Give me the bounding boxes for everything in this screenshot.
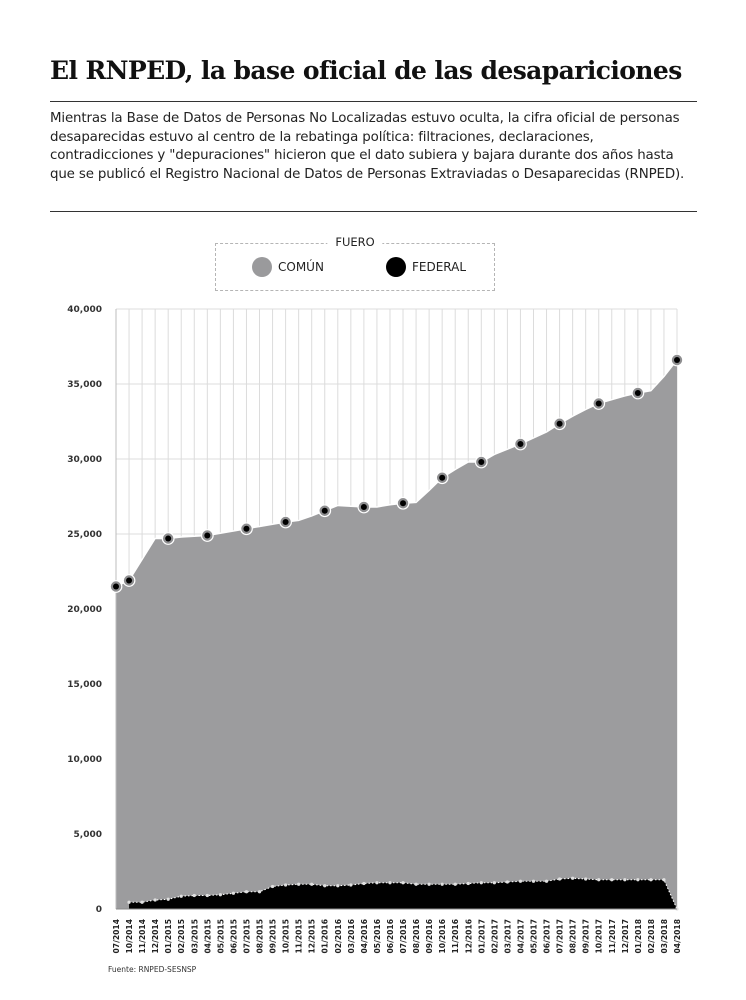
x-tick-label: 05/2016: [372, 919, 382, 954]
legend-title: FUERO: [327, 235, 382, 249]
x-tick-label: 09/2016: [425, 919, 435, 954]
data-point-federal: [154, 898, 157, 901]
data-point-comun-core: [126, 578, 132, 584]
data-point-federal: [636, 878, 639, 881]
data-point-federal: [480, 881, 483, 884]
x-tick-label: 01/2017: [477, 919, 487, 954]
legend-label-comun: COMÚN: [278, 260, 324, 274]
data-point-federal: [623, 878, 626, 881]
x-tick-label: 03/2018: [659, 919, 669, 954]
data-point-federal: [506, 880, 509, 883]
data-point-comun-core: [557, 421, 563, 427]
x-tick-label: 12/2014: [151, 919, 161, 954]
data-point-federal: [258, 890, 261, 893]
data-point-comun-core: [517, 441, 523, 447]
x-tick-label: 02/2016: [333, 919, 343, 954]
data-point-federal: [597, 878, 600, 881]
data-point-comun-core: [361, 504, 367, 510]
data-point-federal: [454, 883, 457, 886]
x-tick-label: 04/2016: [359, 919, 369, 954]
x-tick-label: 06/2017: [542, 919, 552, 954]
x-tick-label: 04/2017: [516, 919, 526, 954]
area-chart: [0, 295, 746, 960]
data-point-federal: [532, 880, 535, 883]
data-point-federal: [414, 883, 417, 886]
x-tick-label: 01/2015: [164, 919, 174, 954]
page-title: El RNPED, la base oficial de las desapariciones: [50, 56, 682, 85]
data-point-comun-core: [596, 401, 602, 407]
data-point-federal: [662, 878, 665, 881]
data-point-federal: [167, 898, 170, 901]
x-tick-label: 07/2017: [555, 919, 565, 954]
data-point-federal: [219, 893, 222, 896]
data-point-federal: [297, 883, 300, 886]
y-tick-label: 30,000: [67, 455, 102, 465]
data-point-federal: [558, 877, 561, 880]
x-tick-label: 08/2015: [255, 919, 265, 954]
data-point-federal: [428, 883, 431, 886]
x-tick-label: 05/2015: [216, 919, 226, 954]
data-point-federal: [362, 882, 365, 885]
x-tick-label: 03/2015: [190, 919, 200, 954]
y-tick-label: 20,000: [67, 605, 102, 615]
series-area-comun: [116, 360, 677, 909]
x-tick-label: 03/2017: [503, 919, 513, 954]
x-tick-label: 08/2017: [568, 919, 578, 954]
y-tick-label: 35,000: [67, 380, 102, 390]
data-point-federal: [388, 881, 391, 884]
data-point-federal: [545, 880, 548, 883]
data-point-federal: [584, 877, 587, 880]
x-tick-label: 08/2016: [412, 919, 422, 954]
x-tick-label: 07/2015: [242, 919, 252, 954]
x-tick-label: 04/2015: [203, 919, 213, 954]
data-point-federal: [127, 901, 130, 904]
data-point-federal: [232, 892, 235, 895]
x-tick-label: 02/2017: [490, 919, 500, 954]
intro-divider: [50, 211, 697, 212]
data-point-federal: [193, 894, 196, 897]
chart-legend: [215, 235, 495, 291]
data-point-federal: [323, 884, 326, 887]
data-point-federal: [493, 881, 496, 884]
x-tick-label: 04/2018: [673, 919, 682, 954]
x-tick-label: 09/2017: [581, 919, 591, 954]
x-tick-label: 02/2015: [177, 919, 187, 954]
data-point-federal: [245, 890, 248, 893]
x-tick-label: 11/2014: [138, 919, 148, 954]
data-point-comun-core: [243, 526, 249, 532]
x-tick-label: 03/2016: [346, 919, 356, 954]
x-tick-label: 10/2017: [594, 919, 604, 954]
data-point-comun-core: [165, 536, 171, 542]
x-tick-label: 10/2015: [281, 919, 291, 954]
x-tick-label: 11/2015: [294, 919, 304, 954]
data-point-comun-core: [478, 459, 484, 465]
x-tick-label: 01/2018: [633, 919, 643, 954]
x-tick-label: 12/2017: [620, 919, 630, 954]
source-note: Fuente: RNPED-SESNSP: [108, 965, 197, 974]
data-point-comun-core: [204, 533, 210, 539]
data-point-federal: [519, 880, 522, 883]
data-point-federal: [310, 883, 313, 886]
data-point-federal: [467, 882, 470, 885]
x-tick-label: 11/2016: [451, 919, 461, 954]
legend-label-federal: FEDERAL: [412, 260, 467, 274]
data-point-federal: [206, 894, 209, 897]
data-point-federal: [610, 878, 613, 881]
legend-item-federal: [386, 257, 466, 277]
x-tick-label: 02/2018: [646, 919, 656, 954]
data-point-federal: [401, 881, 404, 884]
data-point-federal: [336, 884, 339, 887]
title-divider: [50, 101, 697, 102]
x-tick-label: 07/2014: [112, 919, 121, 954]
data-point-federal: [140, 901, 143, 904]
y-tick-label: 10,000: [67, 755, 102, 765]
data-point-comun-core: [439, 475, 445, 481]
data-point-comun-core: [400, 500, 406, 506]
x-tick-label: 10/2014: [125, 919, 135, 954]
x-tick-label: 10/2016: [438, 919, 448, 954]
legend-swatch-comun: [252, 257, 272, 277]
x-tick-label: 01/2016: [320, 919, 330, 954]
data-point-comun-core: [283, 519, 289, 525]
intro-text: Mientras la Base de Datos de Personas No Localizadas estuvo oculta, la cifra oficial de personas desaparecidas estuvo al centro de la rebatinga política: filtraciones, declaraciones, contradicciones y "depuraciones" hicieron que el dato subiera y bajara durante dos años hasta que se publicó el Registro Nacional de Datos de Personas Extraviadas o Desaparecidas (RNPED).: [50, 111, 685, 182]
data-point-federal: [349, 883, 352, 886]
data-point-federal: [375, 881, 378, 884]
y-tick-label: 15,000: [67, 680, 102, 690]
data-point-federal: [180, 895, 183, 898]
data-point-comun-core: [635, 390, 641, 396]
x-tick-label: 07/2016: [399, 919, 409, 954]
y-tick-label: 40,000: [67, 305, 102, 315]
data-point-comun-core: [674, 357, 680, 363]
data-point-federal: [284, 883, 287, 886]
y-tick-label: 25,000: [67, 530, 102, 540]
x-tick-label: 09/2015: [268, 919, 278, 954]
x-tick-label: 12/2016: [464, 919, 474, 954]
data-point-federal: [571, 877, 574, 880]
data-point-comun-core: [113, 584, 119, 590]
data-point-federal: [271, 885, 274, 888]
y-tick-label: 0: [95, 905, 102, 915]
x-tick-label: 11/2017: [607, 919, 617, 954]
x-tick-label: 12/2015: [307, 919, 317, 954]
y-tick-label: 5,000: [73, 830, 102, 840]
data-point-comun-core: [322, 508, 328, 514]
legend-item-comun: [252, 257, 324, 277]
legend-swatch-federal: [386, 257, 406, 277]
data-point-federal: [649, 878, 652, 881]
x-tick-label: 05/2017: [529, 919, 539, 954]
data-point-federal: [441, 883, 444, 886]
x-tick-label: 06/2016: [385, 919, 395, 954]
x-tick-label: 06/2015: [229, 919, 239, 954]
